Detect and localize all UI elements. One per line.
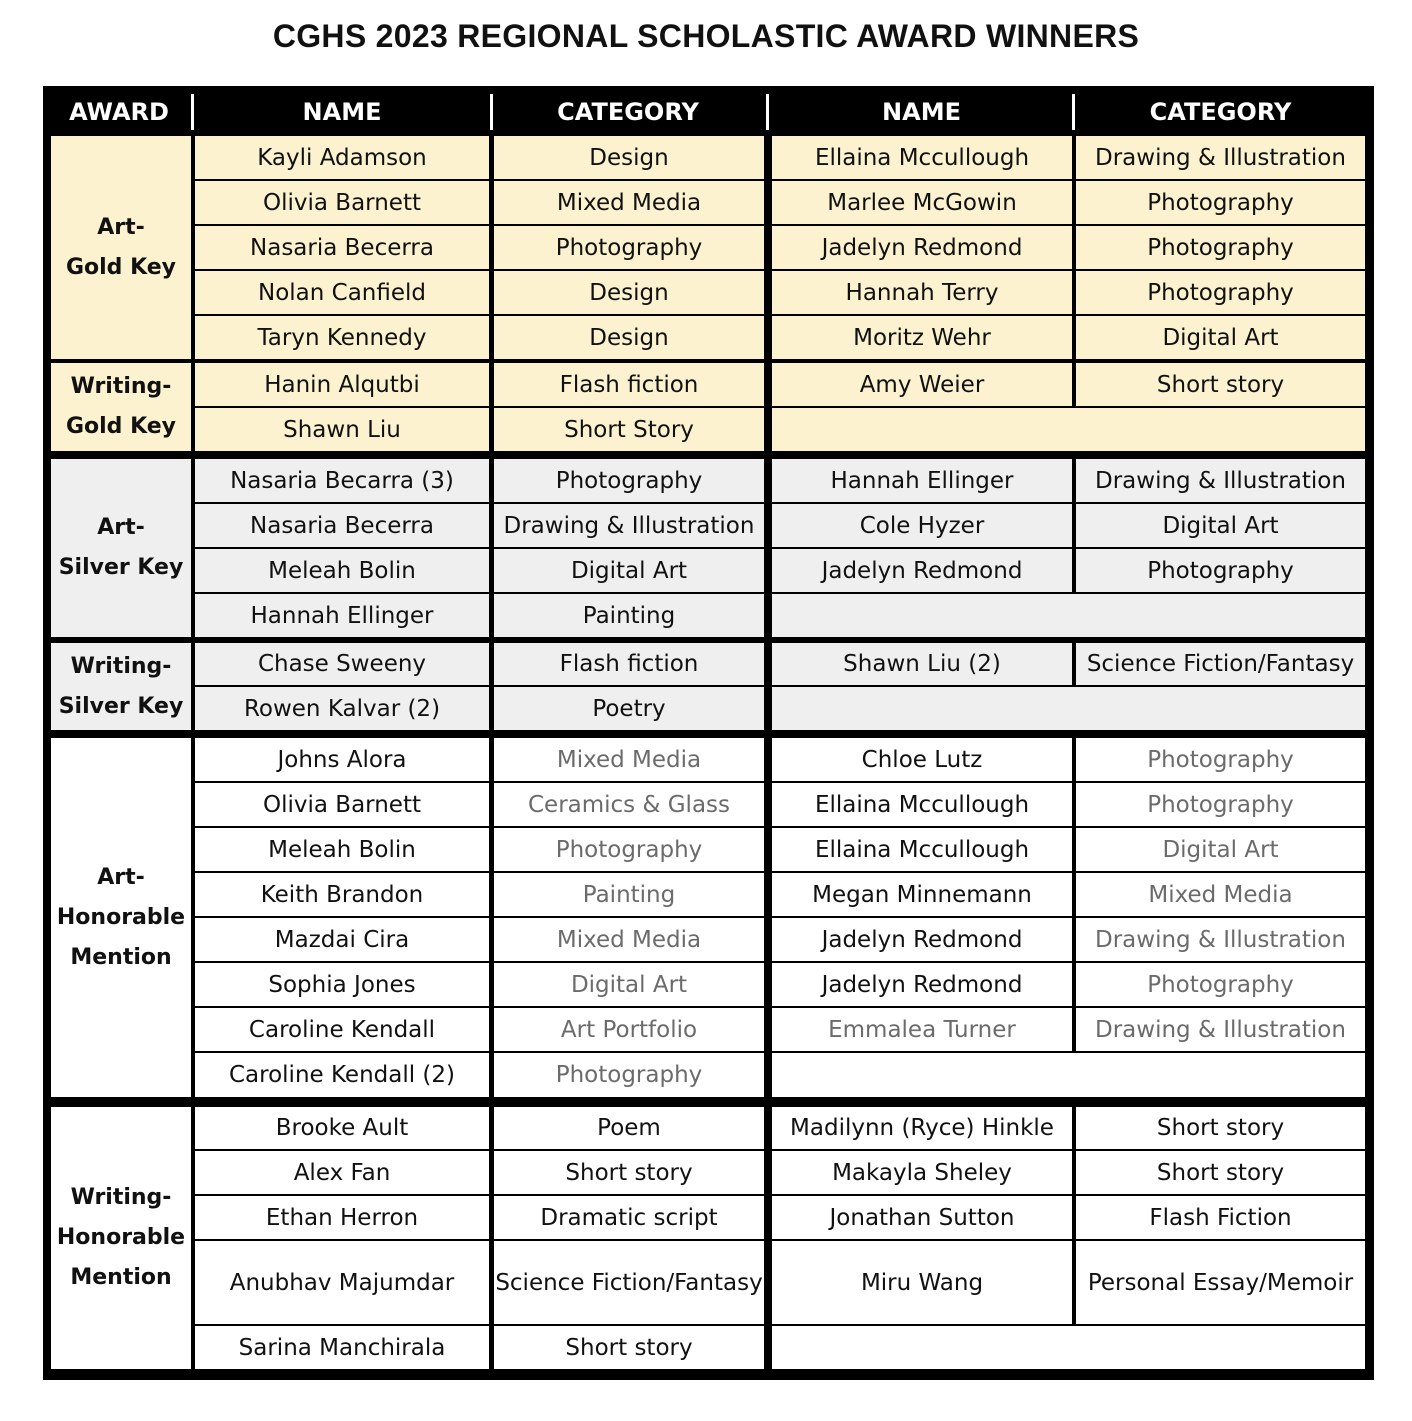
winner-category: Digital Art [1076,828,1365,871]
winner-name: Anubhav Majumdar [195,1241,489,1324]
header-category-left: CATEGORY [557,98,699,126]
award-label-line: Honorable [56,1225,186,1250]
award-label-line: Gold Key [65,254,177,280]
winner-category: Design [494,316,764,359]
winner-name: Ellaina Mccullough [772,828,1072,871]
empty-cell [772,687,1365,730]
winner-name: Jadelyn Redmond [772,549,1072,592]
winner-name: Olivia Barnett [195,783,489,826]
header-name-right: NAME [882,98,961,126]
winner-category: Short story [1076,1107,1365,1149]
winner-category: Science Fiction/Fantasy [494,1241,764,1324]
winner-category: Mixed Media [494,918,764,961]
winner-name: Amy Weier [772,363,1072,406]
winner-name: Meleah Bolin [195,549,489,592]
award-label [51,459,191,637]
winner-name: Ethan Herron [195,1196,489,1239]
winner-name: Nolan Canfield [195,271,489,314]
winner-category: Mixed Media [1076,873,1365,916]
winner-name: Kayli Adamson [195,136,489,179]
winner-name: Nasaria Becerra [195,504,489,547]
winner-name: Jonathan Sutton [772,1196,1072,1239]
winner-category: Science Fiction/Fantasy [1076,643,1365,685]
winner-category: Digital Art [494,549,764,592]
winner-category: Flash fiction [494,363,764,406]
winner-category: Short Story [494,408,764,451]
winner-category: Photography [494,828,764,871]
winner-category: Poetry [494,687,764,730]
winner-name: Mazdai Cira [195,918,489,961]
winner-category: Painting [494,594,764,637]
winner-name: Sarina Manchirala [195,1326,489,1369]
winner-category: Art Portfolio [494,1008,764,1051]
header-category-right: CATEGORY [1149,98,1292,126]
winner-category: Painting [494,873,764,916]
winner-name: Cole Hyzer [772,504,1072,547]
award-label-line: Gold Key [65,414,177,439]
winner-category: Photography [1076,271,1365,314]
winner-name: Ellaina Mccullough [772,136,1072,179]
winner-name: Nasaria Becerra [195,226,489,269]
award-label-line: Mention [70,944,172,970]
winner-name: Makayla Sheley [772,1151,1072,1194]
header-award: AWARD [69,98,169,126]
award-label [51,136,191,359]
winner-name: Emmalea Turner [772,1008,1072,1051]
winner-category: Short story [494,1151,764,1194]
winner-name: Hannah Terry [772,271,1072,314]
winner-name: Keith Brandon [195,873,489,916]
award-label-line: Mention [70,1265,172,1290]
winner-category: Photography [1076,226,1365,269]
award-label-line: Silver Key [58,693,184,719]
award-label-line: Honorable [56,904,186,930]
winner-name: Brooke Ault [195,1107,489,1149]
winner-name: Jadelyn Redmond [772,226,1072,269]
empty-cell [772,1326,1365,1369]
awards-table [43,86,1374,1380]
winner-name: Nasaria Becarra (3) [195,459,489,502]
winner-category: Photography [494,1053,764,1097]
winner-name: Hannah Ellinger [772,459,1072,502]
winner-name: Jadelyn Redmond [772,918,1072,961]
winner-category: Photography [1076,181,1365,224]
winner-name: Ellaina Mccullough [772,783,1072,826]
winner-name: Chase Sweeny [195,643,489,685]
winner-category: Drawing & Illustration [494,504,764,547]
award-label [51,738,191,1097]
winner-category: Ceramics & Glass [494,783,764,826]
winner-category: Photography [1076,738,1365,781]
winner-category: Photography [1076,963,1365,1006]
winner-category: Photography [494,459,764,502]
winner-name: Shawn Liu [195,408,489,451]
winner-category: Photography [1076,783,1365,826]
winner-category: Poem [494,1107,764,1149]
winner-category: Digital Art [1076,504,1365,547]
winner-name: Miru Wang [772,1241,1072,1324]
winner-category: Digital Art [494,963,764,1006]
winner-category: Short story [494,1326,764,1369]
winner-name: Marlee McGowin [772,181,1072,224]
winner-name: Hannah Ellinger [195,594,489,637]
winner-name: Olivia Barnett [195,181,489,224]
winner-category: Short story [1076,363,1365,406]
winner-name: Rowen Kalvar (2) [195,687,489,730]
winner-category: Flash Fiction [1076,1196,1365,1239]
winner-name: Shawn Liu (2) [772,643,1072,685]
header-name-left: NAME [302,98,382,126]
award-label-line: Art- [97,515,145,540]
winner-category: Mixed Media [494,738,764,781]
winner-name: Taryn Kennedy [195,316,489,359]
winner-name: Jadelyn Redmond [772,963,1072,1006]
award-label-line: Art- [97,214,145,240]
award-label [51,1107,191,1369]
award-label [51,643,191,730]
winner-name: Moritz Wehr [772,316,1072,359]
winner-category: Mixed Media [494,181,764,224]
header-divider [766,94,769,130]
winner-category: Flash fiction [494,643,764,685]
winner-name: Madilynn (Ryce) Hinkle [772,1107,1072,1149]
winner-category: Dramatic script [494,1196,764,1239]
winner-name: Chloe Lutz [772,738,1072,781]
winner-category: Photography [494,226,764,269]
award-label-line: Writing- [70,374,172,399]
award-label-line: Silver Key [58,555,184,580]
empty-cell [772,1053,1365,1097]
winner-category: Drawing & Illustration [1076,459,1365,502]
winner-name: Johns Alora [195,738,489,781]
winner-name: Hanin Alqutbi [195,363,489,406]
winner-category: Design [494,136,764,179]
award-label-line: Art- [97,864,145,890]
winner-category: Drawing & Illustration [1076,1008,1365,1051]
winner-name: Meleah Bolin [195,828,489,871]
award-label-line: Writing- [70,1185,172,1210]
winner-category: Personal Essay/Memoir [1076,1241,1365,1324]
empty-cell [772,594,1365,637]
winner-name: Megan Minnemann [772,873,1072,916]
winner-category: Digital Art [1076,316,1365,359]
award-label-line: Writing- [70,653,172,679]
winner-name: Caroline Kendall (2) [195,1053,489,1097]
empty-cell [772,408,1365,451]
winner-category: Photography [1076,549,1365,592]
winner-category: Design [494,271,764,314]
winner-name: Alex Fan [195,1151,489,1194]
winner-name: Caroline Kendall [195,1008,489,1051]
winner-category: Drawing & Illustration [1076,136,1365,179]
winner-category: Drawing & Illustration [1076,918,1365,961]
award-label [51,363,191,451]
winner-name: Sophia Jones [195,963,489,1006]
winner-category: Short story [1076,1151,1365,1194]
page-title: CGHS 2023 REGIONAL SCHOLASTIC AWARD WINNERS [272,18,1140,54]
